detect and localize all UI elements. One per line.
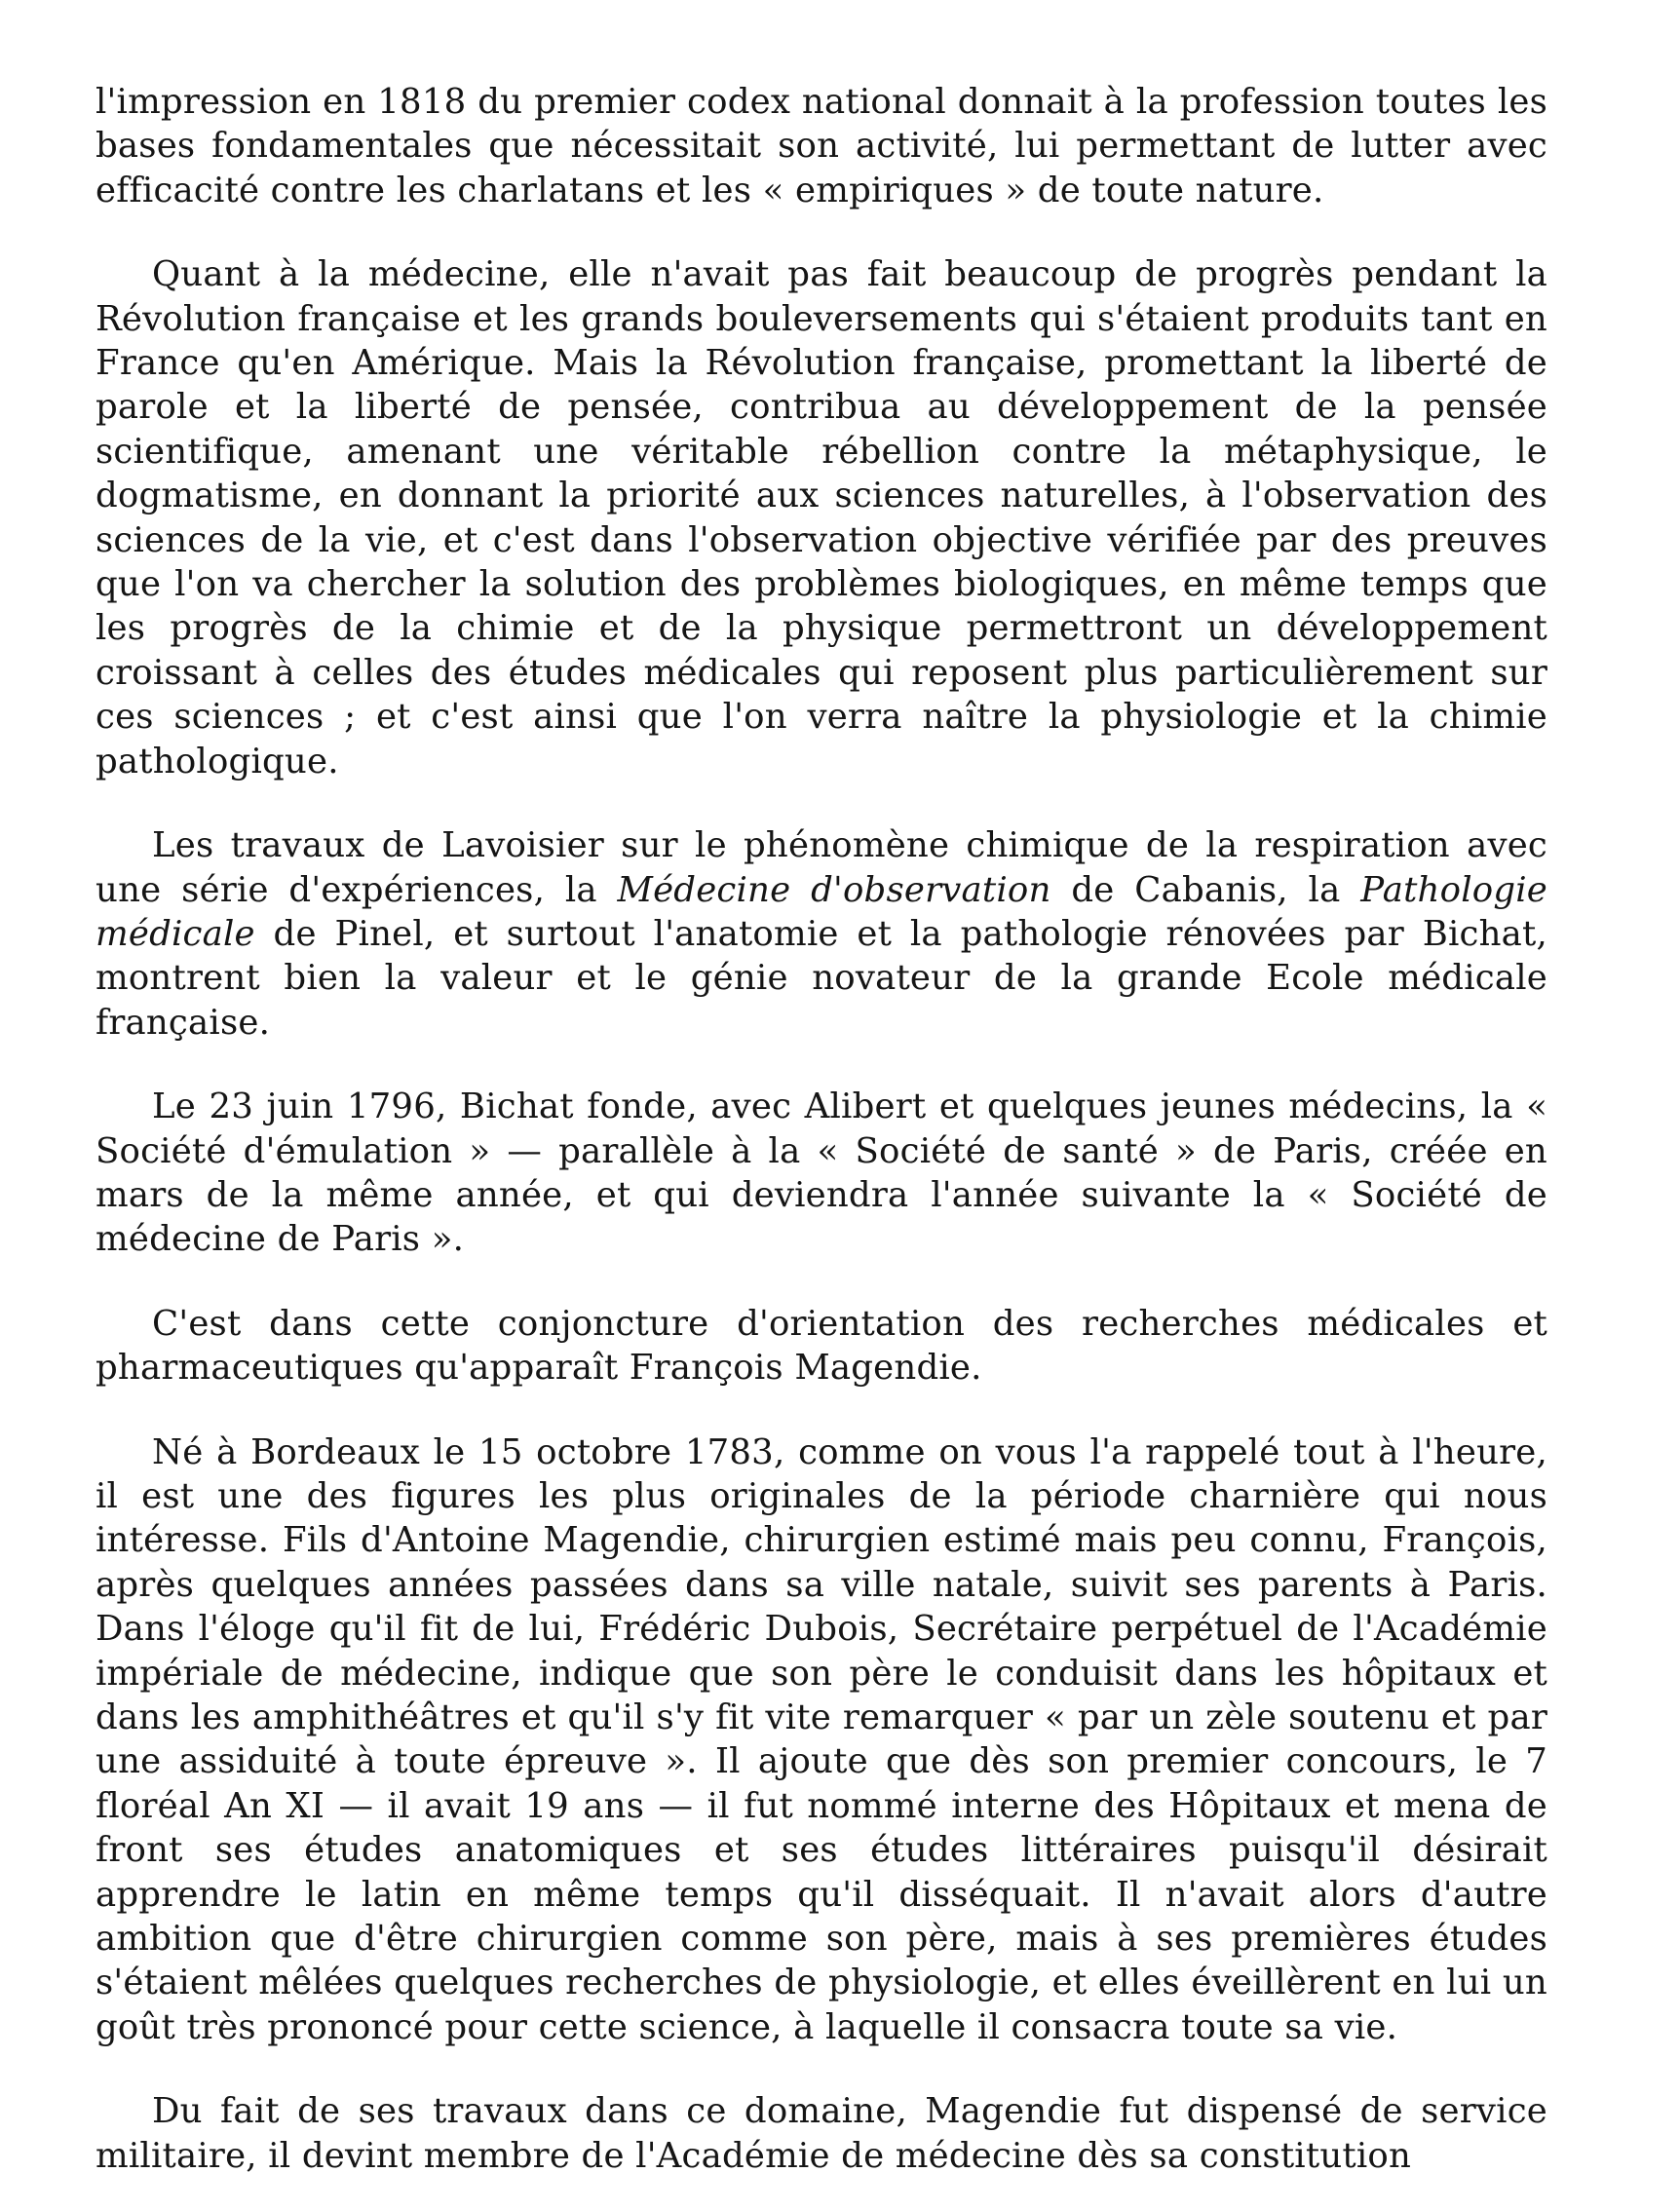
- paragraph-medecine: [95, 252, 1547, 783]
- paragraph-text: Le 23 juin 1796, Bichat fonde, avec Alibert et quelques jeunes médecins, la « Société d'émulation » — parallèle à la « Société de santé » de Paris, créée en mars de la même année, et qui deviendra l'année suivante la « Société de médecine de Paris ».: [95, 1086, 1547, 1260]
- paragraph-service-militaire: [95, 2089, 1547, 2178]
- paragraph-text: de Cabanis, la: [1050, 869, 1361, 910]
- paragraph-text: Né à Bordeaux le 15 octobre 1783, comme on vous l'a rappelé tout à l'heure, il est une des figures les plus originales de la période charnière qui nous intéresse. Fils d'Antoine Magendie, chirurgien estimé mais peu connu, François, après quelques années passées dans sa ville natale, suivit ses parents à Paris. Dans l'éloge qu'il fit de lui, Frédéric Dubois, Secrétaire perpétuel de l'Académie impériale de médecine, indique que son père le conduisit dans les hôpitaux et dans les amphithéâtres et qu'il s'y fit vite remarquer « par un zèle soutenu et par une assiduité à toute épreuve ». Il ajoute que dès son premier concours, le 7 floréal An XI — il avait 19 ans — il fut nommé interne des Hôpitaux et mena de front ses études anatomiques et ses études littéraires puisqu'il désirait apprendre le latin en même temps qu'il disséquait. Il n'avait alors d'autre ambition que d'être chirurgien comme son père, mais à ses premières études s'étaient mêlées quelques recherches de physiologie, et elles éveillèrent en lui un goût très prononcé pour cette science, à laquelle il consacra toute sa vie.: [95, 1431, 1547, 2047]
- paragraph-text: l'impression en 1818 du premier codex national donnait à la profession toutes les bases fondamentales que nécessitait son activité, lui permettant de lutter avec efficacité contre les charlatans et les « empiriques » de toute nature.: [95, 82, 1547, 210]
- paragraph-text: Les travaux de Lavoisier sur le phénomène chimique de la respiration avec une série d'expériences, la: [95, 825, 1547, 910]
- paragraph-text: Du fait de ses travaux dans ce domaine, Magendie fut dispensé de service militaire, il devint membre de l'Académie de médecine dès sa constitution: [95, 2091, 1547, 2176]
- paragraph-codex: [95, 80, 1547, 212]
- paragraph-text: C'est dans cette conjoncture d'orientation des recherches médicales et pharmaceutiques qu'apparaît François Magendie.: [95, 1303, 1547, 1389]
- paragraph-conjoncture: [95, 1302, 1547, 1391]
- paragraph-text: Quant à la médecine, elle n'avait pas fait beaucoup de progrès pendant la Révolution française et les grands bouleversements qui s'étaient produits tant en France qu'en Amérique. Mais la Révolution française, promettant la liberté de parole et la liberté de pensée, contribua au développement de la pensée scientifique, amenant une véritable rébellion contre la métaphysique, le dogmatisme, en donnant la priorité aux sciences naturelles, à l'observation des sciences de la vie, et c'est dans l'observation objective vérifiée par des preuves que l'on va chercher la solution des problèmes biologiques, en même temps que les progrès de la chimie et de la physique permettront un développement croissant à celles des études médicales qui reposent plus particulièrement sur ces sciences ; et c'est ainsi que l'on verra naître la physiologie et la chimie pathologique.: [95, 254, 1547, 781]
- paragraph-text: de Pinel, et surtout l'anatomie et la pathologie rénovées par Bichat, montrent bien la valeur et le génie novateur de la grande Ecole médicale française.: [95, 913, 1547, 1043]
- paragraph-bichat: [95, 1085, 1547, 1262]
- document-page: [95, 80, 1547, 2178]
- paragraph-naissance: [95, 1430, 1547, 2050]
- italic-title-medecine-observation: Médecine d'observation: [617, 869, 1051, 910]
- italic-title-pathologie-medicale: Pathologie médicale: [95, 869, 1548, 954]
- paragraph-lavoisier: [95, 823, 1547, 1045]
